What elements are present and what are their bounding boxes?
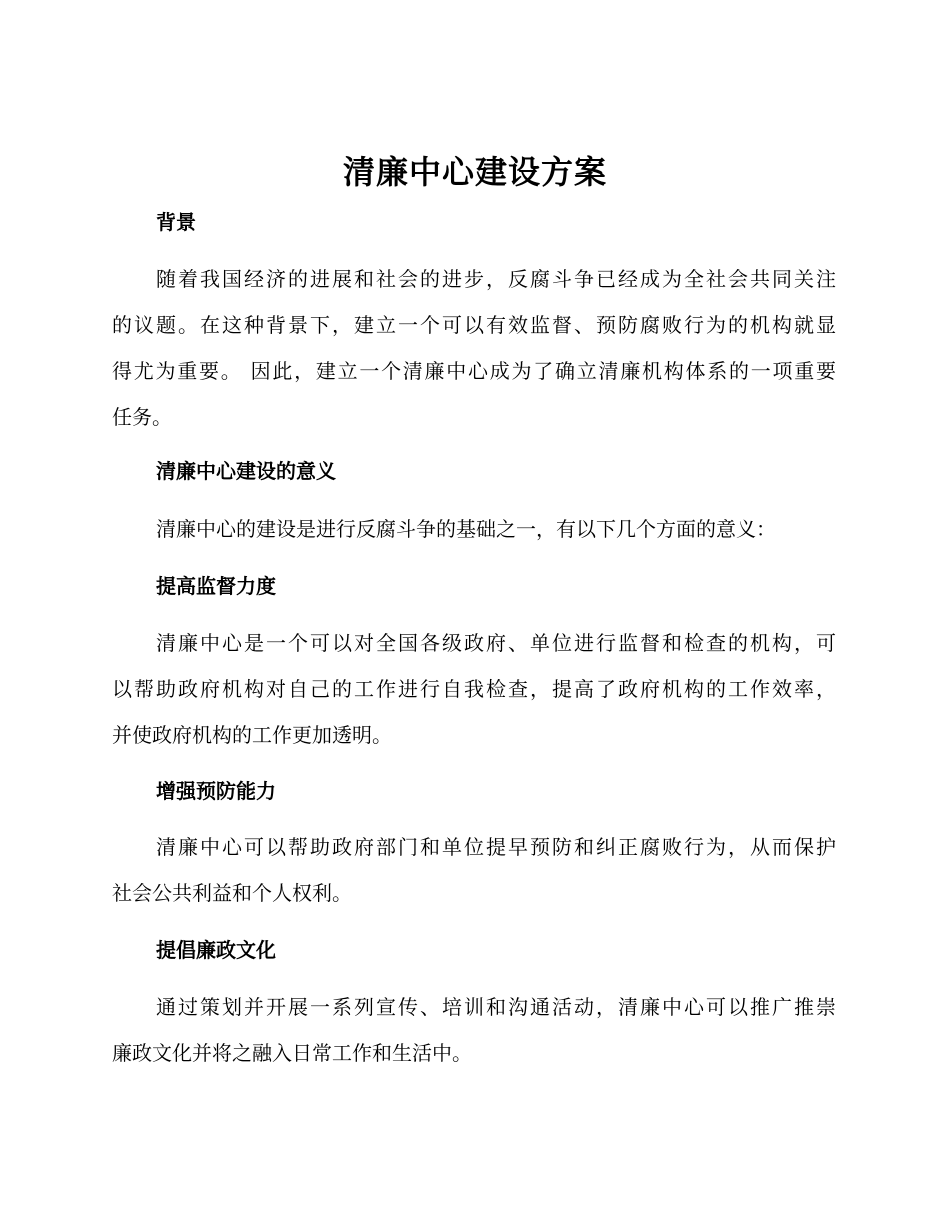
document-title: 清廉中心建设方案 bbox=[342, 153, 607, 191]
paragraph-line: 得尤为重要。 因此，建立一个清廉中心成为了确立清廉机构体系的一项重要 bbox=[112, 359, 836, 383]
paragraph-line: 清廉中心可以帮助政府部门和单位提早预防和纠正腐败行为，从而保护 bbox=[156, 835, 836, 859]
paragraph-culture bbox=[112, 984, 836, 1076]
paragraph-line: 廉政文化并将之融入日常工作和生活中。 bbox=[112, 1041, 472, 1065]
paragraph-prevention bbox=[112, 824, 836, 916]
paragraph-line: 的议题。在这种背景下，建立一个可以有效监督、预防腐败行为的机构就显 bbox=[112, 313, 836, 337]
paragraph-line: 并使政府机构的工作更加透明。 bbox=[112, 723, 392, 747]
paragraph-significance bbox=[112, 506, 836, 552]
paragraph-line: 以帮助政府机构对自己的工作进行自我检查，提高了政府机构的工作效率， bbox=[112, 677, 836, 701]
heading-prevention: 增强预防能力 bbox=[156, 779, 276, 803]
heading-significance: 清廉中心建设的意义 bbox=[156, 459, 336, 483]
paragraph-background bbox=[112, 256, 836, 440]
paragraph-line: 社会公共利益和个人权利。 bbox=[112, 881, 352, 905]
heading-background: 背景 bbox=[156, 210, 196, 234]
paragraph-line: 随着我国经济的进展和社会的进步，反腐斗争已经成为全社会共同关注 bbox=[156, 267, 836, 291]
heading-culture: 提倡廉政文化 bbox=[156, 938, 276, 962]
heading-supervision: 提高监督力度 bbox=[156, 574, 276, 598]
paragraph-line: 通过策划并开展一系列宣传、培训和沟通活动，清廉中心可以推广推崇 bbox=[156, 995, 836, 1019]
paragraph-line: 任务。 bbox=[112, 405, 172, 429]
paragraph-line: 清廉中心的建设是进行反腐斗争的基础之一，有以下几个方面的意义： bbox=[156, 517, 776, 541]
paragraph-supervision bbox=[112, 620, 836, 758]
paragraph-line: 清廉中心是一个可以对全国各级政府、单位进行监督和检查的机构，可 bbox=[156, 631, 836, 655]
